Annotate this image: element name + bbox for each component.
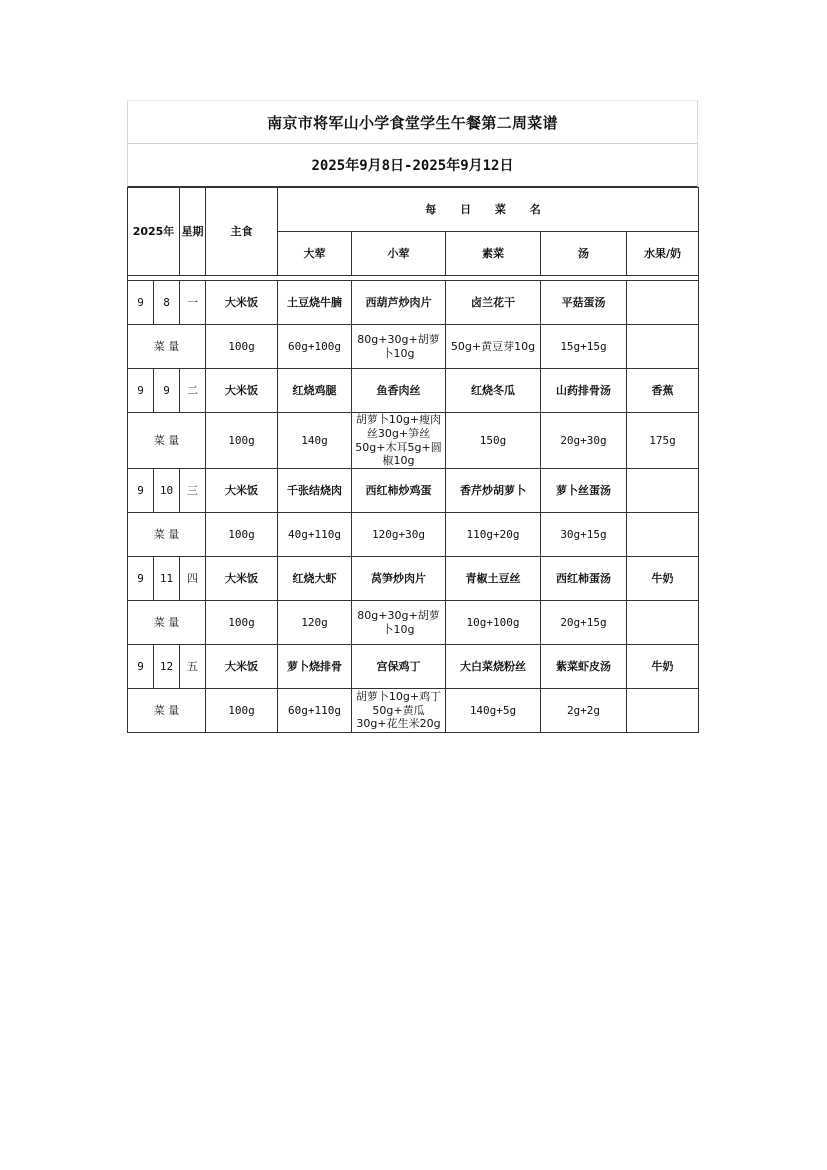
dish-cell	[627, 281, 699, 325]
year-header: 2025年	[128, 188, 180, 276]
quantity-cell	[627, 689, 699, 733]
quantity-label: 菜 量	[128, 689, 206, 733]
quantity-cell: 110g+20g	[446, 513, 541, 557]
staple-header: 主食	[206, 188, 278, 276]
quantity-cell: 140g+5g	[446, 689, 541, 733]
header-row-1	[128, 188, 699, 232]
column-header-vegetable: 素菜	[446, 232, 541, 276]
quantity-cell: 100g	[206, 601, 278, 645]
dish-cell: 鱼香肉丝	[352, 369, 446, 413]
quantity-cell: 60g+100g	[278, 325, 352, 369]
weekday-cell: 五	[180, 645, 206, 689]
column-header-side-meat: 小荤	[352, 232, 446, 276]
quantity-cell: 10g+100g	[446, 601, 541, 645]
quantity-cell: 30g+15g	[541, 513, 627, 557]
quantity-cell: 100g	[206, 325, 278, 369]
dish-cell: 土豆烧牛腩	[278, 281, 352, 325]
day-row	[128, 645, 699, 689]
weekday-cell: 二	[180, 369, 206, 413]
dish-cell: 香芹炒胡萝卜	[446, 469, 541, 513]
quantity-cell: 140g	[278, 413, 352, 469]
quantity-row	[128, 325, 699, 369]
month-cell: 9	[128, 369, 154, 413]
quantity-cell: 20g+30g	[541, 413, 627, 469]
dish-cell: 平菇蛋汤	[541, 281, 627, 325]
day-cell: 12	[154, 645, 180, 689]
quantity-cell: 120g+30g	[352, 513, 446, 557]
date-range: 2025年9月8日-2025年9月12日	[127, 144, 698, 187]
weekday-cell: 一	[180, 281, 206, 325]
day-cell: 8	[154, 281, 180, 325]
dish-cell: 牛奶	[627, 645, 699, 689]
staple-cell: 大米饭	[206, 281, 278, 325]
dish-cell: 红烧鸡腿	[278, 369, 352, 413]
quantity-cell: 120g	[278, 601, 352, 645]
day-row	[128, 369, 699, 413]
quantity-cell: 80g+30g+胡萝卜10g	[352, 601, 446, 645]
quantity-cell: 胡萝卜10g+鸡丁50g+黄瓜30g+花生米20g	[352, 689, 446, 733]
quantity-label: 菜 量	[128, 413, 206, 469]
quantity-label: 菜 量	[128, 325, 206, 369]
day-row	[128, 557, 699, 601]
quantity-label: 菜 量	[128, 513, 206, 557]
day-row	[128, 469, 699, 513]
menu-table	[127, 187, 699, 733]
quantity-cell: 100g	[206, 689, 278, 733]
quantity-cell: 20g+15g	[541, 601, 627, 645]
quantity-cell: 60g+110g	[278, 689, 352, 733]
quantity-cell: 50g+黄豆芽10g	[446, 325, 541, 369]
dish-cell: 紫菜虾皮汤	[541, 645, 627, 689]
dish-cell: 萝卜烧排骨	[278, 645, 352, 689]
quantity-cell: 2g+2g	[541, 689, 627, 733]
dish-cell	[627, 469, 699, 513]
dish-cell: 山药排骨汤	[541, 369, 627, 413]
day-cell: 11	[154, 557, 180, 601]
dish-cell: 莴笋炒肉片	[352, 557, 446, 601]
dish-cell: 青椒土豆丝	[446, 557, 541, 601]
quantity-cell: 100g	[206, 413, 278, 469]
quantity-cell: 胡萝卜10g+瘦肉丝30g+笋丝50g+木耳5g+圆椒10g	[352, 413, 446, 469]
month-cell: 9	[128, 557, 154, 601]
quantity-row	[128, 689, 699, 733]
quantity-cell: 175g	[627, 413, 699, 469]
document-title: 南京市将军山小学食堂学生午餐第二周菜谱	[127, 100, 698, 144]
quantity-row	[128, 513, 699, 557]
quantity-label: 菜 量	[128, 601, 206, 645]
month-cell: 9	[128, 281, 154, 325]
menu-sheet	[127, 100, 698, 733]
month-cell: 9	[128, 469, 154, 513]
quantity-cell: 100g	[206, 513, 278, 557]
column-header-fruit-milk: 水果/奶	[627, 232, 699, 276]
weekday-header: 星期	[180, 188, 206, 276]
dish-cell: 千张结烧肉	[278, 469, 352, 513]
staple-cell: 大米饭	[206, 469, 278, 513]
dish-cell: 红烧大虾	[278, 557, 352, 601]
dish-cell: 红烧冬瓜	[446, 369, 541, 413]
dish-cell: 西红柿蛋汤	[541, 557, 627, 601]
day-cell: 9	[154, 369, 180, 413]
quantity-row	[128, 601, 699, 645]
staple-cell: 大米饭	[206, 369, 278, 413]
dish-cell: 卤兰花干	[446, 281, 541, 325]
month-cell: 9	[128, 645, 154, 689]
dish-cell: 牛奶	[627, 557, 699, 601]
quantity-cell	[627, 325, 699, 369]
day-row	[128, 281, 699, 325]
daily-dishes-header: 每 日 菜 名	[278, 188, 699, 232]
dish-cell: 大白菜烧粉丝	[446, 645, 541, 689]
dish-cell: 西葫芦炒肉片	[352, 281, 446, 325]
staple-cell: 大米饭	[206, 557, 278, 601]
dish-cell: 萝卜丝蛋汤	[541, 469, 627, 513]
quantity-row	[128, 413, 699, 469]
quantity-cell: 80g+30g+胡萝卜10g	[352, 325, 446, 369]
quantity-cell: 150g	[446, 413, 541, 469]
weekday-cell: 四	[180, 557, 206, 601]
quantity-cell: 15g+15g	[541, 325, 627, 369]
dish-cell: 西红柿炒鸡蛋	[352, 469, 446, 513]
quantity-cell	[627, 513, 699, 557]
dish-cell: 宫保鸡丁	[352, 645, 446, 689]
day-cell: 10	[154, 469, 180, 513]
quantity-cell	[627, 601, 699, 645]
weekday-cell: 三	[180, 469, 206, 513]
dish-cell: 香蕉	[627, 369, 699, 413]
quantity-cell: 40g+110g	[278, 513, 352, 557]
column-header-soup: 汤	[541, 232, 627, 276]
column-header-main-meat: 大荤	[278, 232, 352, 276]
staple-cell: 大米饭	[206, 645, 278, 689]
